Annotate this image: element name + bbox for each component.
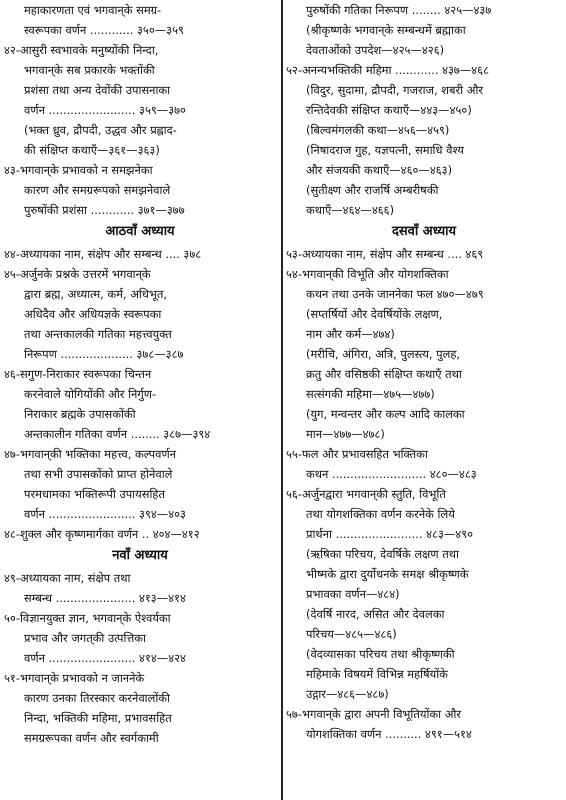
toc-line: पुरुषोंकी गतिका निरूपण ........ ४२५—४३७	[306, 3, 492, 17]
toc-line: ५१-भगवान्‌के प्रभावको न जाननेके	[4, 671, 145, 685]
toc-line: भीष्मके द्वारा दुर्योधनके समक्ष श्रीकृष्णके	[306, 567, 469, 581]
toc-line: सम्बन्ध ...................... ४१३—४१४	[24, 591, 186, 605]
toc-line: (वेदव्यासका परिचय तथा श्रीकृष्णकी	[306, 647, 455, 661]
toc-line: ५६-अर्जुनद्वारा भगवान्‌की स्तुति, विभूति	[286, 487, 446, 501]
toc-line: करनेवाले योगियोंकी और निर्गुण-	[24, 387, 157, 401]
toc-line: तथा योगशक्तिका वर्णन करनेके लिये	[306, 507, 455, 521]
toc-line: ४८-शुक्ल और कृष्णमार्गका वर्णन .. ४०४—४१२	[4, 527, 200, 541]
toc-line: परमधामका भक्तिरूपी उपायसहित	[24, 487, 165, 501]
toc-line: ४४-अध्यायका नाम, संक्षेप और सम्बन्ध .... ३७८	[4, 247, 202, 261]
toc-line: तथा अन्तकालकी गतिका महत्त्वयुक्त	[24, 327, 172, 341]
toc-line: सत्संगकी महिमा—४७५—४७७)	[306, 387, 435, 401]
toc-line: ४६-सगुण-निराकार स्वरूपका चिन्तन	[4, 367, 152, 381]
toc-line: ४५-अर्जुनके प्रश्नके उत्तरमें भगवान्‌के	[4, 267, 151, 281]
toc-line: निरूपण .................... ३७८—३८७	[24, 347, 184, 361]
toc-line: प्रार्थना ........................ ४८३—४९०	[306, 527, 474, 541]
toc-line: ५२-अनन्यभक्तिकी महिमा ............ ४३७—४६८	[286, 63, 490, 77]
toc-line: भगवान्‌के सब प्रकारके भक्तोंकी	[24, 63, 155, 77]
toc-line: तथा सभी उपासकोंको प्राप्त होनेवाले	[24, 467, 173, 481]
toc-line: ५०-विज्ञानयुक्त ज्ञान, भगवान्‌के ऐश्वर्यका	[4, 611, 171, 625]
toc-line: (सुतीक्ष्ण और राजर्षि अम्बरीषकी	[306, 183, 439, 197]
left-column	[4, 0, 276, 748]
toc-line: ४२-आसुरी स्वभावके मनुष्योंकी निन्दा,	[4, 43, 159, 57]
toc-line: (श्रीकृष्णके भगवान्‌के सम्बन्धमें ब्रह्माका	[306, 23, 466, 37]
toc-line: अन्तकालीन गतिका वर्णन ........ ३८७—३९४	[24, 427, 211, 441]
toc-line: ५५-फल और प्रभावसहित भक्तिका	[286, 447, 428, 461]
chapter-heading: नवाँ अध्याय	[112, 548, 168, 563]
toc-line: ५४-भगवान्‌की विभूति और योगशक्तिका	[286, 267, 449, 281]
toc-line: ५३-अध्यायका नाम, संक्षेप और सम्बन्ध .... ४६९	[286, 247, 484, 261]
toc-line: निराकार ब्रह्मके उपासकोंकी	[24, 407, 136, 421]
toc-line: (बिल्वमंगलकी कथा—४५६—४५९)	[306, 123, 450, 137]
toc-line: वर्णन ........................ ३५९—३७०	[24, 103, 186, 117]
toc-line: की संक्षिप्त कथाएँ—३६१—३६३)	[24, 143, 160, 157]
toc-line: निन्दा, भक्तिकी महिमा, प्रभावसहित	[24, 711, 172, 725]
toc-line: (भक्त ध्रुव, द्रौपदी, उद्धव और प्रह्लाद-	[24, 123, 177, 137]
toc-line: महिमाके विषयमें विभिन्न महर्षियोंके	[306, 667, 448, 681]
toc-line: (मरीचि, अंगिरा, अत्रि, पुलस्त्य, पुलह,	[306, 347, 461, 361]
right-column	[286, 0, 562, 744]
toc-line: ५७-भगवान्‌के द्वारा अपनी विभूतियोंका और	[286, 707, 462, 721]
toc-line: कारण और समग्ररूपको समझनेवाले	[24, 183, 171, 197]
toc-line: पुरुषोंकी प्रशंसा ............ ३७१—३७७	[24, 203, 185, 217]
toc-line: (युग, मन्वन्तर और कल्प आदि कालका	[306, 407, 465, 421]
toc-line: परिचय—४८५—४८६)	[306, 627, 397, 641]
chapter-heading: दसवाँ अध्याय	[391, 224, 457, 239]
toc-line: (निषादराज गुह, यज्ञपत्नी, समाधि वैश्य	[306, 143, 464, 157]
toc-line: प्रभावका वर्णन—४८४)	[306, 587, 400, 601]
toc-line: (ऋषिका परिचय, देवर्षिके लक्षण तथा	[306, 547, 459, 561]
toc-line: समग्ररूपका वर्णन और स्वर्गकामी	[24, 731, 159, 745]
toc-line: देवताओंको उपदेश—४२५—४२६)	[306, 43, 445, 57]
toc-line: वर्णन ........................ ४१४—४२४	[24, 651, 186, 665]
toc-line: प्रशंसा तथा अन्य देवोंकी उपासनाका	[24, 83, 171, 97]
toc-line: रन्तिदेवकी संक्षिप्त कथाएँ—४४३—४५०)	[306, 103, 472, 117]
toc-line: प्रभाव और जगत्‌की उत्पत्तिका	[24, 631, 146, 645]
toc-line: अधिदैव और अधियज्ञके स्वरूपका	[24, 307, 162, 321]
toc-line: और संजयकी कथाएँ—४६०—४६३)	[306, 163, 453, 177]
toc-line: स्वरूपका वर्णन ............ ३५०—३५९	[24, 23, 184, 37]
toc-line: उद्गार—४८६—४८७)	[306, 687, 389, 701]
toc-line: ४३-भगवान्‌के प्रभावको न समझनेका	[4, 163, 153, 177]
toc-line: महाकारणता एवं भगवान्‌के समग्र-	[24, 3, 162, 17]
column-divider	[281, 0, 283, 800]
toc-line: (विदुर, सुदामा, द्रौपदी, गजराज, शबरी और	[306, 83, 484, 97]
toc-line: कथन .......................... ४८०—४८३	[306, 467, 477, 481]
toc-line: ४९-अध्यायका नाम, संक्षेप तथा	[4, 571, 131, 585]
toc-line: वर्णन ........................ ३९४—४०३	[24, 507, 186, 521]
toc-line: द्वारा ब्रह्म, अध्यात्म, कर्म, अधिभूत,	[24, 287, 167, 301]
toc-line: क्रतु और वसिष्ठकी संक्षिप्त कथाएँ तथा	[306, 367, 462, 381]
toc-line: कारण उनका तिरस्कार करनेवालोंकी	[24, 691, 170, 705]
toc-line: (सप्तर्षियों और देवर्षियोंके लक्षण,	[306, 307, 443, 321]
toc-line: कथाएँ—४६४—४६६)	[306, 203, 395, 217]
toc-line: मान—४७७—४७८)	[306, 427, 385, 441]
chapter-heading: आठवाँ अध्याय	[105, 224, 175, 239]
toc-line: ४७-भगवान्‌की भक्तिका महत्त्व, कल्पवर्णन	[4, 447, 177, 461]
toc-line: कथन तथा उनके जाननेका फल ४७०—४७९	[306, 287, 484, 301]
toc-line: योगशक्तिका वर्णन .......... ४९१—५१४	[306, 727, 472, 741]
toc-line: नाम और कर्म—४७४)	[306, 327, 395, 341]
toc-line: (देवर्षि नारद, असित और देवलका	[306, 607, 445, 621]
